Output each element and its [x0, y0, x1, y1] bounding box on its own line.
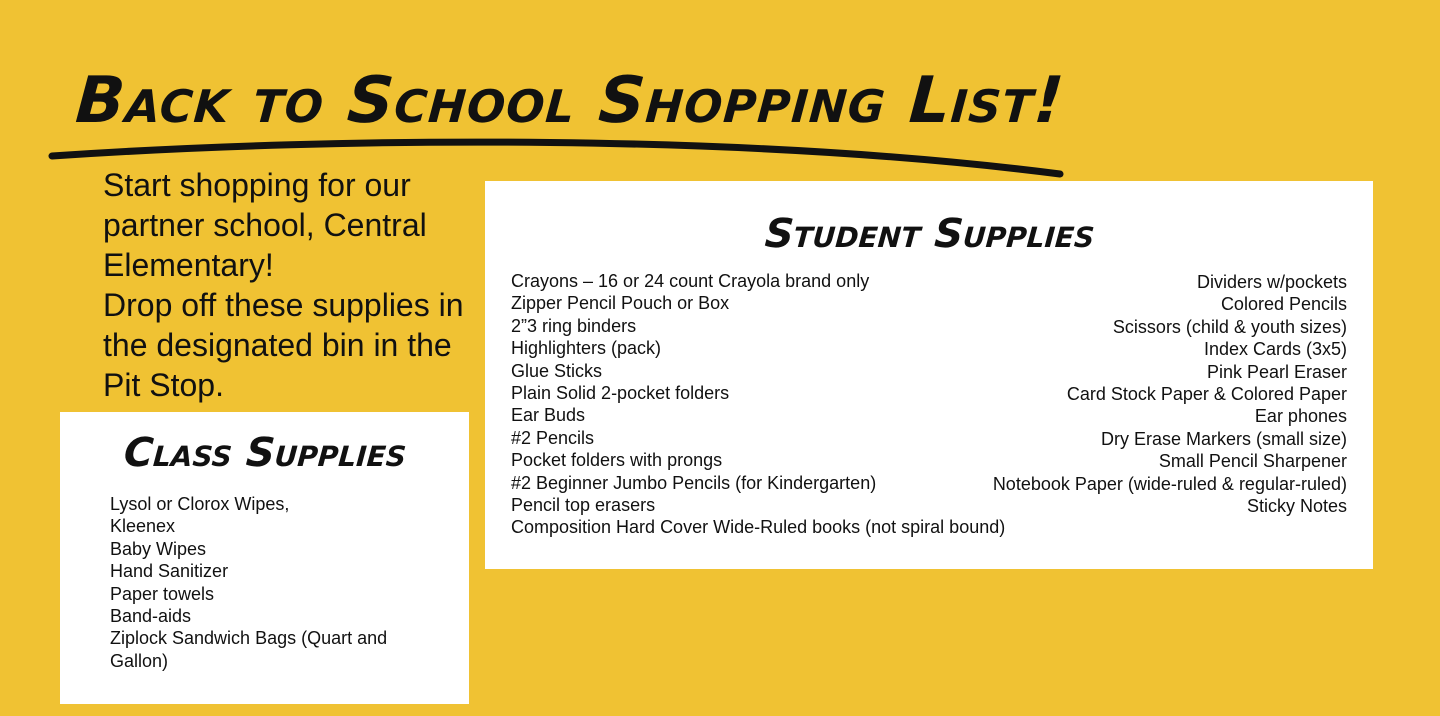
list-item: Lysol or Clorox Wipes, — [110, 494, 290, 514]
list-item: Glue Sticks — [511, 360, 603, 381]
student-supplies-card — [485, 181, 1373, 569]
list-item: #2 Beginner Jumbo Pencils (for Kindergarten) — [511, 472, 877, 493]
intro-line-shopping: Start shopping for our partner school, Central Elementary! — [103, 167, 427, 283]
intro-text — [103, 165, 473, 405]
intro-line-dropoff: Drop off these supplies in the designated bin in the Pit Stop. — [103, 287, 464, 403]
list-item: Kleenex — [110, 516, 176, 537]
list-item: Card Stock Paper & Colored Paper — [1066, 384, 1347, 405]
list-item: Small Pencil Sharpener — [1158, 451, 1347, 472]
list-item: Baby Wipes — [110, 538, 207, 559]
list-item: Ear phones — [1254, 406, 1347, 427]
class-supplies-card — [60, 412, 469, 704]
list-item: #2 Pencils — [511, 427, 595, 448]
list-item: Scissors (child & youth sizes) — [1112, 316, 1347, 337]
list-item: Dry Erase Markers (small size) — [1100, 428, 1347, 449]
list-item: 2”3 ring binders — [511, 315, 637, 336]
list-item: Dividers w/pockets — [1196, 272, 1347, 292]
page-title: Back to School Shopping List! — [73, 64, 1067, 138]
list-item: Ear Buds — [511, 405, 586, 426]
student-supplies-right-list — [993, 271, 1347, 517]
list-item: Plain Solid 2-pocket folders — [511, 383, 730, 404]
list-item: Notebook Paper (wide-ruled & regular-ruled) — [992, 473, 1347, 494]
list-item: Highlighters (pack) — [511, 338, 662, 359]
list-item: Hand Sanitizer — [110, 561, 229, 582]
list-item: Pink Pearl Eraser — [1206, 361, 1347, 382]
list-item: Composition Hard Cover Wide-Ruled books (not spiral bound) — [511, 517, 1006, 538]
list-item: Index Cards (3x5) — [1203, 339, 1347, 360]
list-item: Pocket folders with prongs — [511, 450, 723, 471]
student-supplies-left-list — [511, 270, 1005, 539]
class-supplies-list — [110, 493, 430, 672]
list-item: Paper towels — [110, 583, 215, 604]
list-item: Zipper Pencil Pouch or Box — [511, 293, 730, 314]
list-item: Colored Pencils — [1220, 294, 1347, 315]
student-supplies-heading: Student Supplies — [763, 211, 1097, 257]
list-item: Pencil top erasers — [511, 495, 656, 516]
list-item: Crayons – 16 or 24 count Crayola brand only — [511, 271, 870, 291]
list-item: Ziplock Sandwich Bags (Quart and Gallon) — [110, 628, 388, 671]
list-item: Sticky Notes — [1246, 496, 1347, 517]
class-supplies-heading: Class Supplies — [122, 430, 408, 476]
list-item: Band-aids — [110, 606, 192, 627]
